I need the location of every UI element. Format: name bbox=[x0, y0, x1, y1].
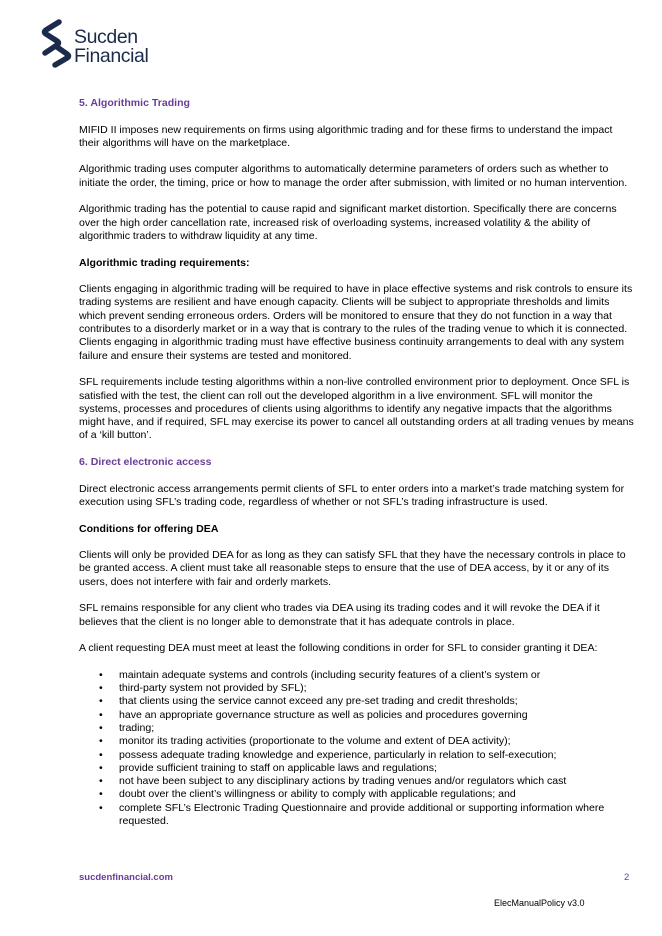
company-logo bbox=[40, 19, 180, 69]
section-5-heading: 5. Algorithmic Trading bbox=[79, 97, 190, 109]
bullet-icon: • bbox=[99, 721, 103, 734]
footer-website-link[interactable]: sucdenfinancial.com bbox=[79, 872, 173, 883]
bullet-icon: • bbox=[99, 775, 103, 788]
dea-conditions-list bbox=[79, 669, 635, 829]
bullet-icon: • bbox=[99, 735, 103, 748]
bullet-icon: • bbox=[99, 708, 103, 721]
section-6-paragraph-3: SFL remains responsible for any client who trades via DEA using its trading codes and it will revoke the DEA if it believes that the client is no longer able to demonstrate that it has adequate controls in place. bbox=[79, 602, 600, 628]
document-version: ElecManualPolicy v3.0 bbox=[494, 898, 585, 908]
logo-mark-icon bbox=[40, 19, 72, 69]
bullet-icon: • bbox=[99, 668, 103, 681]
list-item: • possess adequate trading knowledge and experience, particularly in relation to self-execution; bbox=[99, 748, 557, 761]
bullet-icon: • bbox=[99, 695, 103, 708]
list-item: • not have been subject to any disciplinary actions by trading venues and/or regulators which cast bbox=[99, 775, 567, 788]
logo-line-2: Financial bbox=[74, 45, 149, 67]
list-item: • maintain adequate systems and controls (including security features of a client’s system or bbox=[99, 668, 541, 681]
section-6-paragraph-2: Clients will only be provided DEA for as long as they can satisfy SFL that they have the necessary controls in place to be granted access. A client must take all reasonable steps to ensure that the use of DEA access, by it or any of its users, does not interfere with fair and orderly markets. bbox=[79, 549, 626, 588]
section-6-heading: 6. Direct electronic access bbox=[79, 456, 212, 469]
section-5-paragraph-6: SFL requirements include testing algorithms within a non-live controlled environment prior to deployment. Once SFL is satisfied with the test, the client can roll out the developed algorithm in a live environment. SFL will monitor the systems, processes and procedures of clients using algorithms to identify any negative impacts that the algorithms might have, and if required, SFL may exercise its power to cancel all outstanding orders at all trading venues by means of a ‘kill button’. bbox=[79, 376, 634, 442]
section-5-paragraph-3: Algorithmic trading has the potential to cause rapid and significant market distortion. Specifically there are concerns over the high order cancellation rate, increased risk of overloading systems, increased volatility & the ability of algorithmic traders to withdraw liquidity at any time. bbox=[79, 203, 617, 242]
list-item: • doubt over the client’s willingness or ability to comply with applicable regulations; and bbox=[99, 788, 516, 801]
logo-wordmark bbox=[74, 28, 148, 66]
list-item: • that clients using the service cannot exceed any pre-set trading and credit thresholds; bbox=[99, 695, 518, 708]
dea-conditions-subheading: Conditions for offering DEA bbox=[79, 522, 219, 535]
list-item: • third-party system not provided by SFL); bbox=[99, 682, 307, 695]
section-6-paragraph-1: Direct electronic access arrangements permit clients of SFL to enter orders into a market’s trade matching system for execution using SFL’s trading code, regardless of whether or not SFL’s trading infrastructure is used. bbox=[79, 482, 625, 508]
bullet-icon: • bbox=[99, 761, 103, 774]
list-item: • trading; bbox=[99, 721, 155, 734]
bullet-icon: • bbox=[99, 682, 103, 695]
bullet-icon: • bbox=[99, 788, 103, 801]
page-number: 2 bbox=[624, 872, 630, 883]
bullet-icon: • bbox=[99, 748, 103, 761]
logo-line-1: Sucden bbox=[74, 26, 138, 48]
algo-requirements-subheading: Algorithmic trading requirements: bbox=[79, 256, 250, 269]
list-item: • monitor its trading activities (proportionate to the volume and extent of DEA activity); bbox=[99, 735, 511, 748]
list-item: • provide sufficient training to staff on applicable laws and regulations; bbox=[99, 761, 437, 774]
section-5-paragraph-2: Algorithmic trading uses computer algorithms to automatically determine parameters of orders such as whether to initiate the order, the timing, price or how to manage the order after submission, with limited or no human intervention. bbox=[79, 163, 628, 189]
document-body bbox=[79, 97, 635, 828]
section-5-paragraph-4: Clients engaging in algorithmic trading will be required to have in place effective systems and risk controls to ensure its trading systems are resilient and have enough capacity. Clients will be subject to appropriate thresholds and limits which prevent sending erroneous orders. Orders will be monitored to ensure that they do not function in a way that contributes to a disorderly market or in a way that is contrary to the rules of the trading venue to which it is connected. bbox=[79, 283, 633, 336]
list-item: • have an appropriate governance structure as well as policies and procedures governing bbox=[99, 708, 528, 721]
section-5-paragraph-1: MIFID II imposes new requirements on firms using algorithmic trading and for these firms to understand the impact their algorithms will have on the marketplace. bbox=[79, 123, 613, 149]
section-5-paragraph-5: Clients engaging in algorithmic trading must have effective business continuity arrangements to deal with any system failure and ensure their systems are tested and monitored. bbox=[79, 336, 625, 362]
section-6-paragraph-4: A client requesting DEA must meet at least the following conditions in order for SFL to consider granting it DEA: bbox=[79, 642, 598, 655]
list-item: • complete SFL’s Electronic Trading Questionnaire and provide additional or supporting information where requested. bbox=[99, 801, 605, 828]
bullet-icon: • bbox=[99, 801, 103, 814]
